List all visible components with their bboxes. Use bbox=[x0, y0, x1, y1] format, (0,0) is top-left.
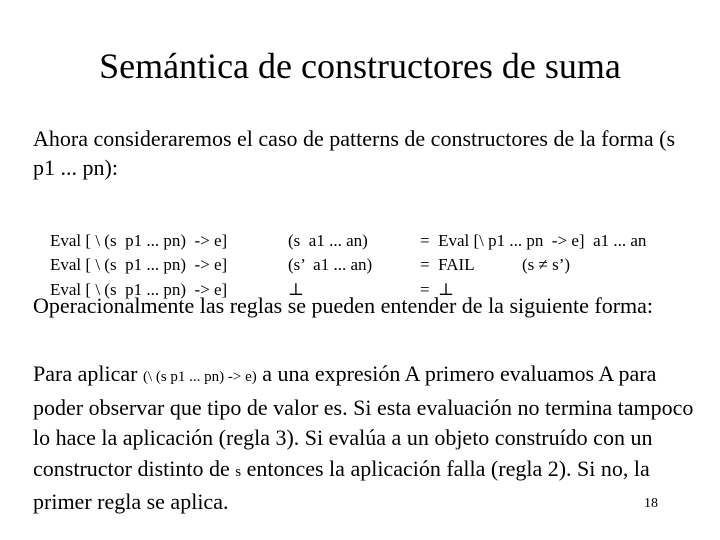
rule-rhs: = FAIL bbox=[420, 255, 475, 274]
apply-code-s: s bbox=[235, 463, 242, 480]
rule-note: (s ≠ s’) bbox=[522, 255, 571, 274]
apply-paragraph bbox=[33, 359, 698, 518]
rule-arg: (s’ a1 ... an) bbox=[288, 255, 373, 274]
eval-rule-1 bbox=[33, 204, 647, 250]
apply-text-1: Para aplicar bbox=[33, 361, 143, 386]
intro-paragraph: Ahora consideraremos el caso de patterns de constructores de la forma (s p1 ... pn): bbox=[33, 126, 676, 180]
rule-lhs: Eval [ \ (s p1 ... pn) -> e] bbox=[50, 230, 236, 250]
rule-lhs: Eval [ \ (s p1 ... pn) -> e] bbox=[50, 255, 236, 274]
rule-lhs: Eval [ \ (s p1 ... pn) -> e] bbox=[50, 279, 236, 299]
operational-paragraph: Operacionalmente las reglas se pueden entender de la siguiente forma: bbox=[33, 293, 654, 318]
rule-rhs: = Eval [\ p1 ... pn -> e] a1 ... an bbox=[420, 230, 647, 250]
rule-rhs: = ⊥ bbox=[420, 279, 455, 299]
apply-code-lambda: (\ (s p1 ... pn) -> e) bbox=[142, 369, 257, 385]
slide-title: Semántica de constructores de suma bbox=[99, 46, 621, 86]
eval-rules bbox=[33, 204, 647, 299]
apply-text-2: a una expresión A primero evaluamos A para poder observar que tipo de valor es. Si esta evaluación no termina tampoco lo hace la aplicación (regla 3). Si evalúa a un objeto construído con un constructor distinto de bbox=[33, 361, 694, 481]
rule-arg: ⊥ bbox=[288, 279, 304, 299]
page-number: 18 bbox=[644, 496, 658, 511]
apply-text-3: entonces la aplicación falla (regla 2). Si no, la primer regla se aplica. bbox=[33, 455, 650, 514]
rule-arg: (s a1 ... an) bbox=[288, 230, 368, 250]
